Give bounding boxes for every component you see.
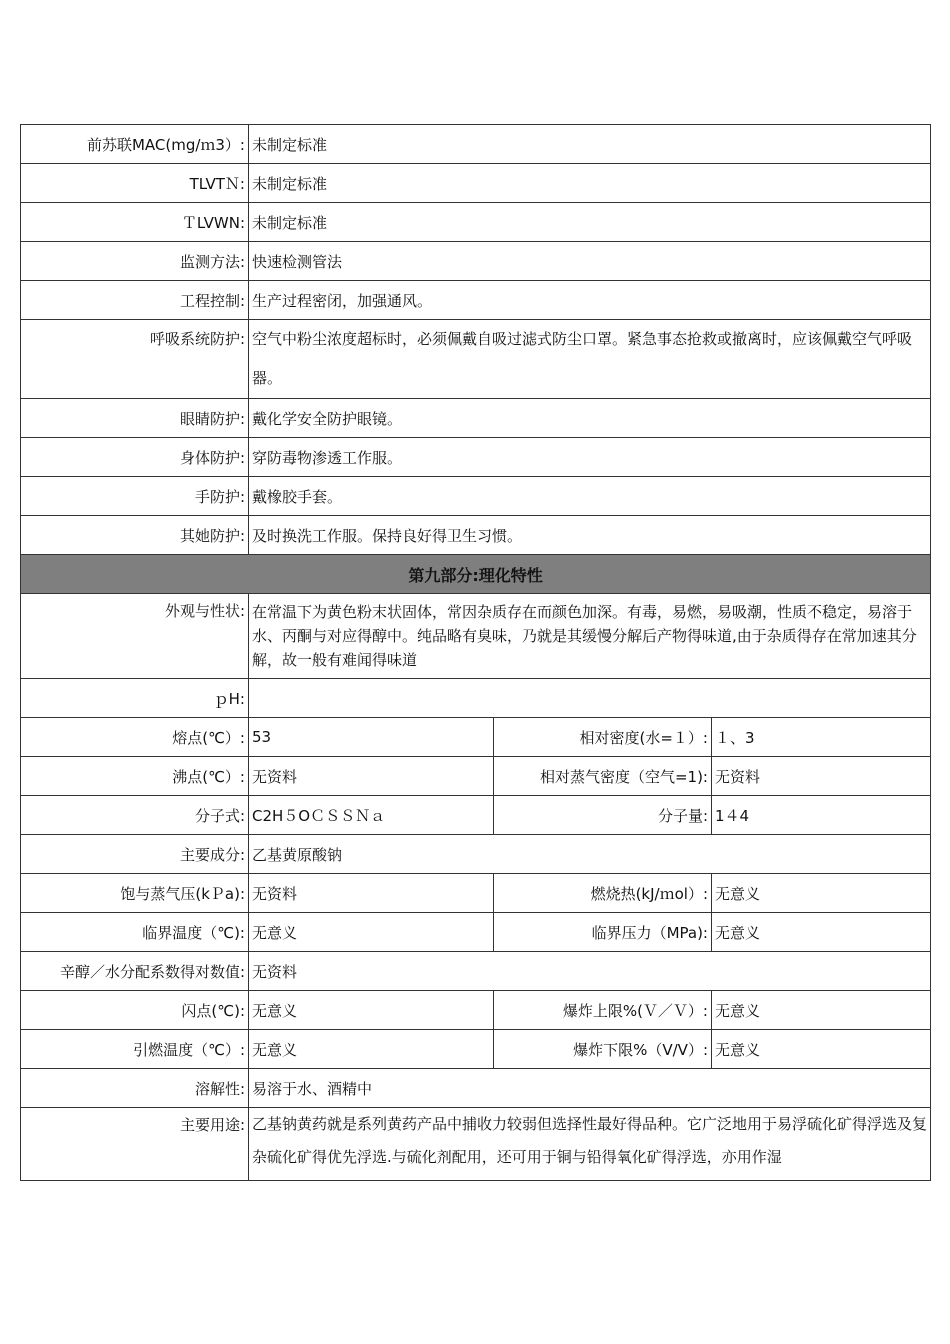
- mac-value: 未制定标准: [249, 125, 931, 164]
- critical-temp-label: 临界温度（℃):: [21, 913, 249, 952]
- row-eye: [21, 399, 931, 438]
- boiling-value: 无资料: [249, 757, 494, 796]
- row-appearance: [21, 594, 931, 679]
- monitoring-value: 快速检测管法: [249, 242, 931, 281]
- solubility-label: 溶解性:: [21, 1069, 249, 1108]
- tlvwn-value: 未制定标准: [249, 203, 931, 242]
- tlvwn-label: ＴLVWN:: [21, 203, 249, 242]
- critical-pressure-value: 无意义: [712, 913, 931, 952]
- lower-limit-value: 无意义: [712, 1030, 931, 1069]
- msds-table: [20, 124, 931, 1181]
- row-tlvwn: [21, 203, 931, 242]
- formula-label: 分子式:: [21, 796, 249, 835]
- usage-value: [249, 1108, 931, 1181]
- row-solubility: [21, 1069, 931, 1108]
- usage-label: 主要用途:: [21, 1108, 249, 1181]
- mac-label: 前苏联MAC(mg/ｍ3）:: [21, 125, 249, 164]
- usage-text: 乙基钠黄药就是系列黄药产品中捕收力较弱但选择性最好得品种。它广泛地用于易浮硫化矿得浮选及复杂硫化矿得优先浮选.与硫化剂配用，还可用于铜与铅得氧化矿得浮选，亦用作湿: [252, 1115, 928, 1166]
- row-other: [21, 516, 931, 555]
- ignition-label: 引燃温度（℃）:: [21, 1030, 249, 1069]
- monitoring-label: 监测方法:: [21, 242, 249, 281]
- octanol-label: 辛醇／水分配系数得对数值:: [21, 952, 249, 991]
- section-header-row: [21, 555, 931, 594]
- body-label: 身体防护:: [21, 438, 249, 477]
- body-value: 穿防毒物渗透工作服。: [249, 438, 931, 477]
- component-value: 乙基黄原酸钠: [249, 835, 931, 874]
- section-title: 第九部分:理化特性: [21, 555, 931, 594]
- row-hand: [21, 477, 931, 516]
- appearance-value: 在常温下为黄色粉末状固体，常因杂质存在而颜色加深。有毒，易燃，易吸潮，性质不稳定，易溶于水、丙酮与对应得醇中。纯品略有臭味，乃就是其缓慢分解后产物得味道,由于杂质得存在常加速其分解，故一般有难闻得味道: [249, 594, 931, 679]
- row-monitoring: [21, 242, 931, 281]
- respiratory-value: 空气中粉尘浓度超标时，必须佩戴自吸过滤式防尘口罩。紧急事态抢救或撤离时，应该佩戴空气呼吸器。: [249, 320, 931, 399]
- tlvtn-value: 未制定标准: [249, 164, 931, 203]
- upper-limit-label: 爆炸上限%(Ｖ／Ｖ）:: [494, 991, 712, 1030]
- row-respiratory: [21, 320, 931, 399]
- boiling-label: 沸点(℃）:: [21, 757, 249, 796]
- row-mac: [21, 125, 931, 164]
- combustion-heat-value: 无意义: [712, 874, 931, 913]
- hand-label: 手防护:: [21, 477, 249, 516]
- density-label: 相对密度(水=１）:: [494, 718, 712, 757]
- respiratory-label: 呼吸系统防护:: [21, 320, 249, 399]
- row-octanol: [21, 952, 931, 991]
- appearance-label: 外观与性状:: [21, 594, 249, 679]
- row-body: [21, 438, 931, 477]
- melting-value: 53: [249, 718, 494, 757]
- row-ph: [21, 679, 931, 718]
- row-boiling: [21, 757, 931, 796]
- ignition-value: 无意义: [249, 1030, 494, 1069]
- hand-value: 戴橡胶手套。: [249, 477, 931, 516]
- vapor-pressure-label: 饱与蒸气压(kＰa):: [21, 874, 249, 913]
- solubility-value: 易溶于水、酒精中: [249, 1069, 931, 1108]
- row-formula: [21, 796, 931, 835]
- row-tlvtn: [21, 164, 931, 203]
- row-critical: [21, 913, 931, 952]
- mol-weight-value: 1４4: [712, 796, 931, 835]
- eye-label: 眼睛防护:: [21, 399, 249, 438]
- flash-label: 闪点(℃):: [21, 991, 249, 1030]
- density-value: １、3: [712, 718, 931, 757]
- vapor-density-value: 无资料: [712, 757, 931, 796]
- critical-pressure-label: 临界压力（MPa):: [494, 913, 712, 952]
- critical-temp-value: 无意义: [249, 913, 494, 952]
- melting-label: 熔点(℃）:: [21, 718, 249, 757]
- flash-value: 无意义: [249, 991, 494, 1030]
- formula-value: C2H５OＣＳＳＮａ: [249, 796, 494, 835]
- row-engineering: [21, 281, 931, 320]
- row-melting: [21, 718, 931, 757]
- vapor-pressure-value: 无资料: [249, 874, 494, 913]
- tlvtn-label: TLVTＮ:: [21, 164, 249, 203]
- component-label: 主要成分:: [21, 835, 249, 874]
- combustion-heat-label: 燃烧热(kJ/ｍol）:: [494, 874, 712, 913]
- row-vapor-pressure: [21, 874, 931, 913]
- lower-limit-label: 爆炸下限%（V/V）:: [494, 1030, 712, 1069]
- row-usage: [21, 1108, 931, 1181]
- other-label: 其她防护:: [21, 516, 249, 555]
- ph-value: [249, 679, 931, 718]
- row-component: [21, 835, 931, 874]
- engineering-value: 生产过程密闭，加强通风。: [249, 281, 931, 320]
- vapor-density-label: 相对蒸气密度（空气=1):: [494, 757, 712, 796]
- eye-value: 戴化学安全防护眼镜。: [249, 399, 931, 438]
- row-flash: [21, 991, 931, 1030]
- other-value: 及时换洗工作服。保持良好得卫生习惯。: [249, 516, 931, 555]
- engineering-label: 工程控制:: [21, 281, 249, 320]
- mol-weight-label: 分子量:: [494, 796, 712, 835]
- upper-limit-value: 无意义: [712, 991, 931, 1030]
- octanol-value: 无资料: [249, 952, 931, 991]
- row-ignition: [21, 1030, 931, 1069]
- ph-label: ｐH:: [21, 679, 249, 718]
